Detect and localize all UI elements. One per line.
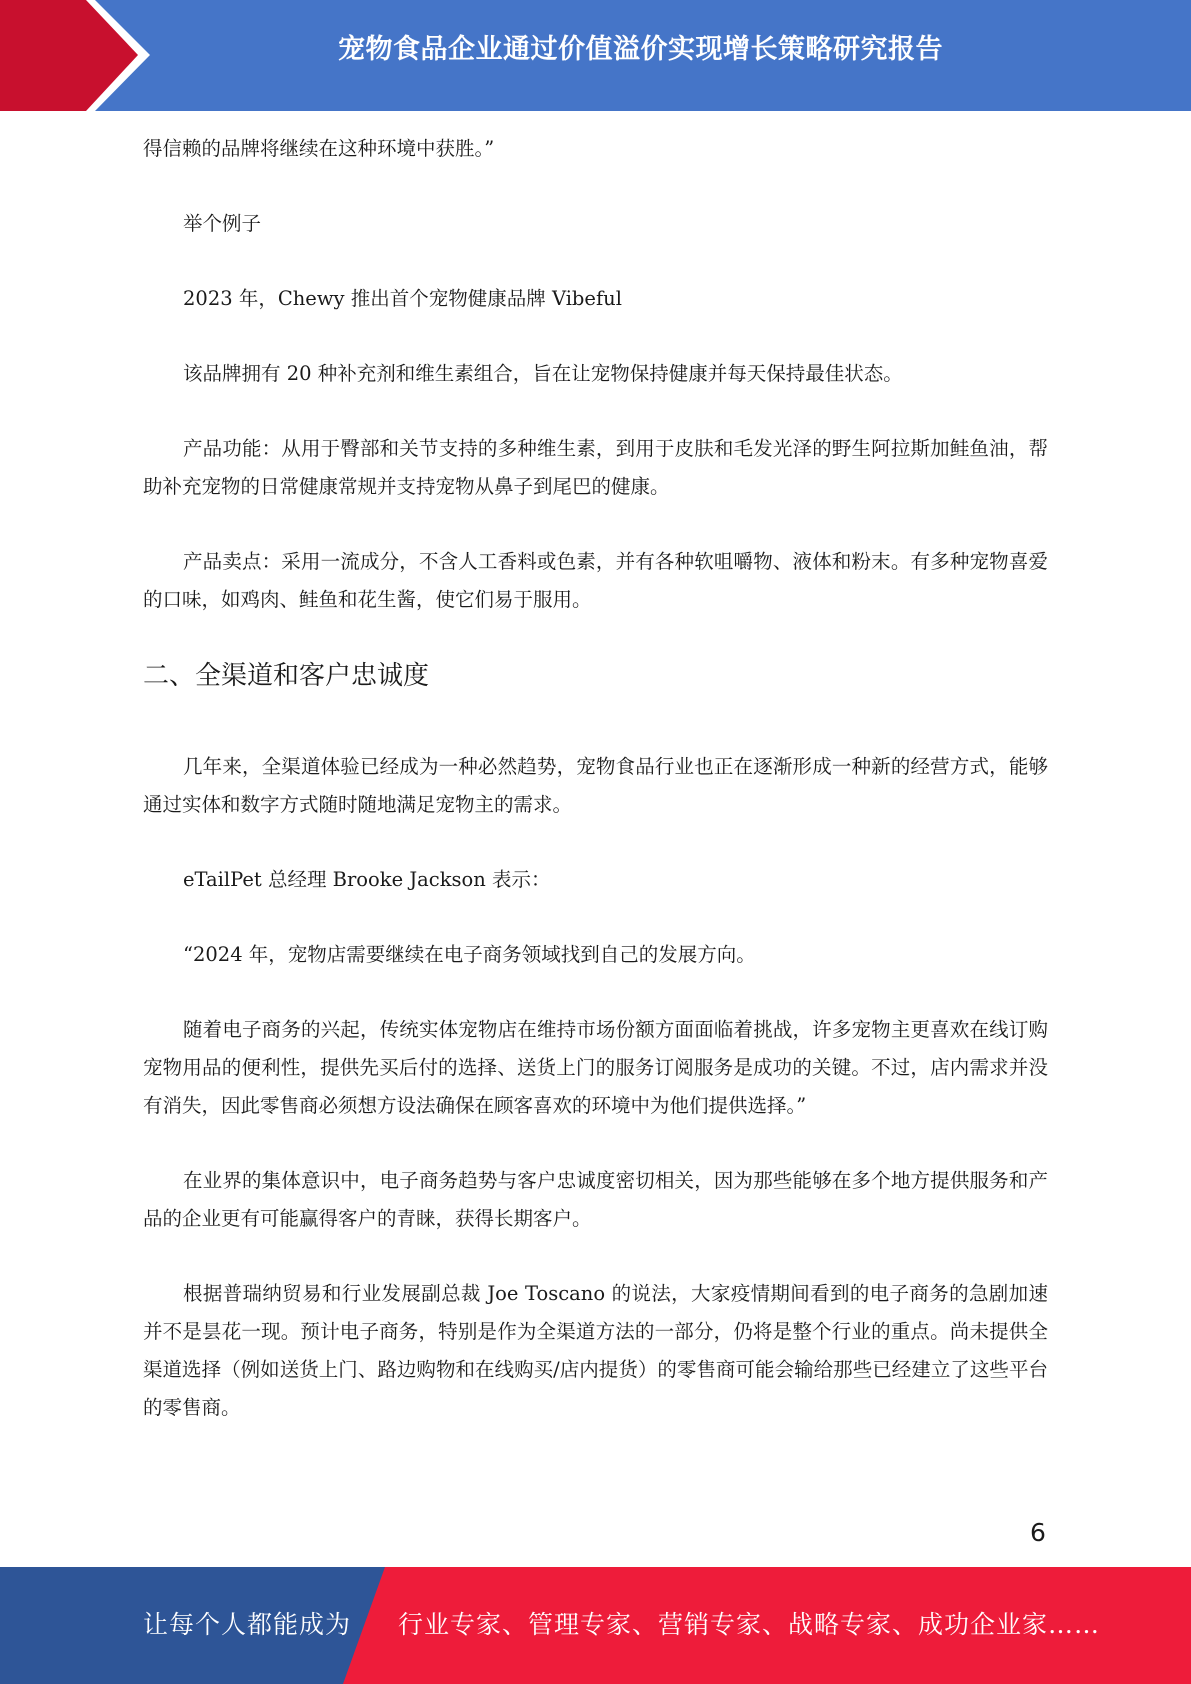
paragraph: eTailPet 总经理 Brooke Jackson 表示：: [183, 868, 551, 891]
paragraph: 2023 年，Chewy 推出首个宠物健康品牌 Vibeful: [183, 287, 622, 310]
page-header: [0, 0, 1191, 111]
paragraph: 几年来，全渠道体验已经成为一种必然趋势，宠物食品行业也正在逐渐形成一种新的经营方式，能够通过实体和数字方式随时随地满足宠物主的需求。: [143, 755, 1048, 816]
paragraph: 随着电子商务的兴起，传统实体宠物店在维持市场份额方面面临着挑战，许多宠物主更喜欢在线订购宠物用品的便利性，提供先买后付的选择、送货上门的服务订阅服务是成功的关键。不过，店内需求并没有消失，因此零售商必须想方设法确保在顾客喜欢的环境中为他们提供选择。”: [143, 1018, 1048, 1117]
section-heading: 二、全渠道和客户忠诚度: [143, 661, 430, 691]
report-title: 宠物食品企业通过价值溢价实现增长策略研究报告: [338, 34, 943, 65]
document-body: [143, 130, 1048, 1464]
paragraph: 得信赖的品牌将继续在这种环境中获胜。”: [143, 137, 495, 160]
paragraph: “2024 年，宠物店需要继续在电子商务领域找到自己的发展方向。: [183, 943, 756, 966]
paragraph: 产品卖点：采用一流成分，不含人工香料或色素，并有各种软咀嚼物、液体和粉末。有多种宠物喜爱的口味，如鸡肉、鲑鱼和花生酱，使它们易于服用。: [143, 550, 1048, 611]
paragraph: 举个例子: [183, 212, 262, 235]
footer-slogan-left: 让每个人都能成为: [143, 1610, 352, 1639]
page-footer: [0, 1567, 1191, 1684]
paragraph: 根据普瑞纳贸易和行业发展副总裁 Joe Toscano 的说法，大家疫情期间看到的电子商务的急剧加速并不是昙花一现。预计电子商务，特别是作为全渠道方法的一部分，仍将是整个行业的重点。尚未提供全渠道选择（例如送货上门、路边购物和在线购买/店内提货）的零售商可能会输给那些已经建立了这些平台的零售商。: [143, 1282, 1048, 1419]
paragraph: 该品牌拥有 20 种补充剂和维生素组合，旨在让宠物保持健康并每天保持最佳状态。: [183, 362, 903, 385]
page-number: 6: [1030, 1518, 1046, 1547]
paragraph: 产品功能：从用于臀部和关节支持的多种维生素，到用于皮肤和毛发光泽的野生阿拉斯加鲑鱼油，帮助补充宠物的日常健康常规并支持宠物从鼻子到尾巴的健康。: [143, 437, 1048, 498]
footer-slogan-right: 行业专家、管理专家、营销专家、战略专家、成功企业家……: [398, 1610, 1101, 1639]
paragraph: 在业界的集体意识中，电子商务趋势与客户忠诚度密切相关，因为那些能够在多个地方提供服务和产品的企业更有可能赢得客户的青睐，获得长期客户。: [143, 1169, 1048, 1230]
header-arrow-decoration: [0, 0, 170, 111]
